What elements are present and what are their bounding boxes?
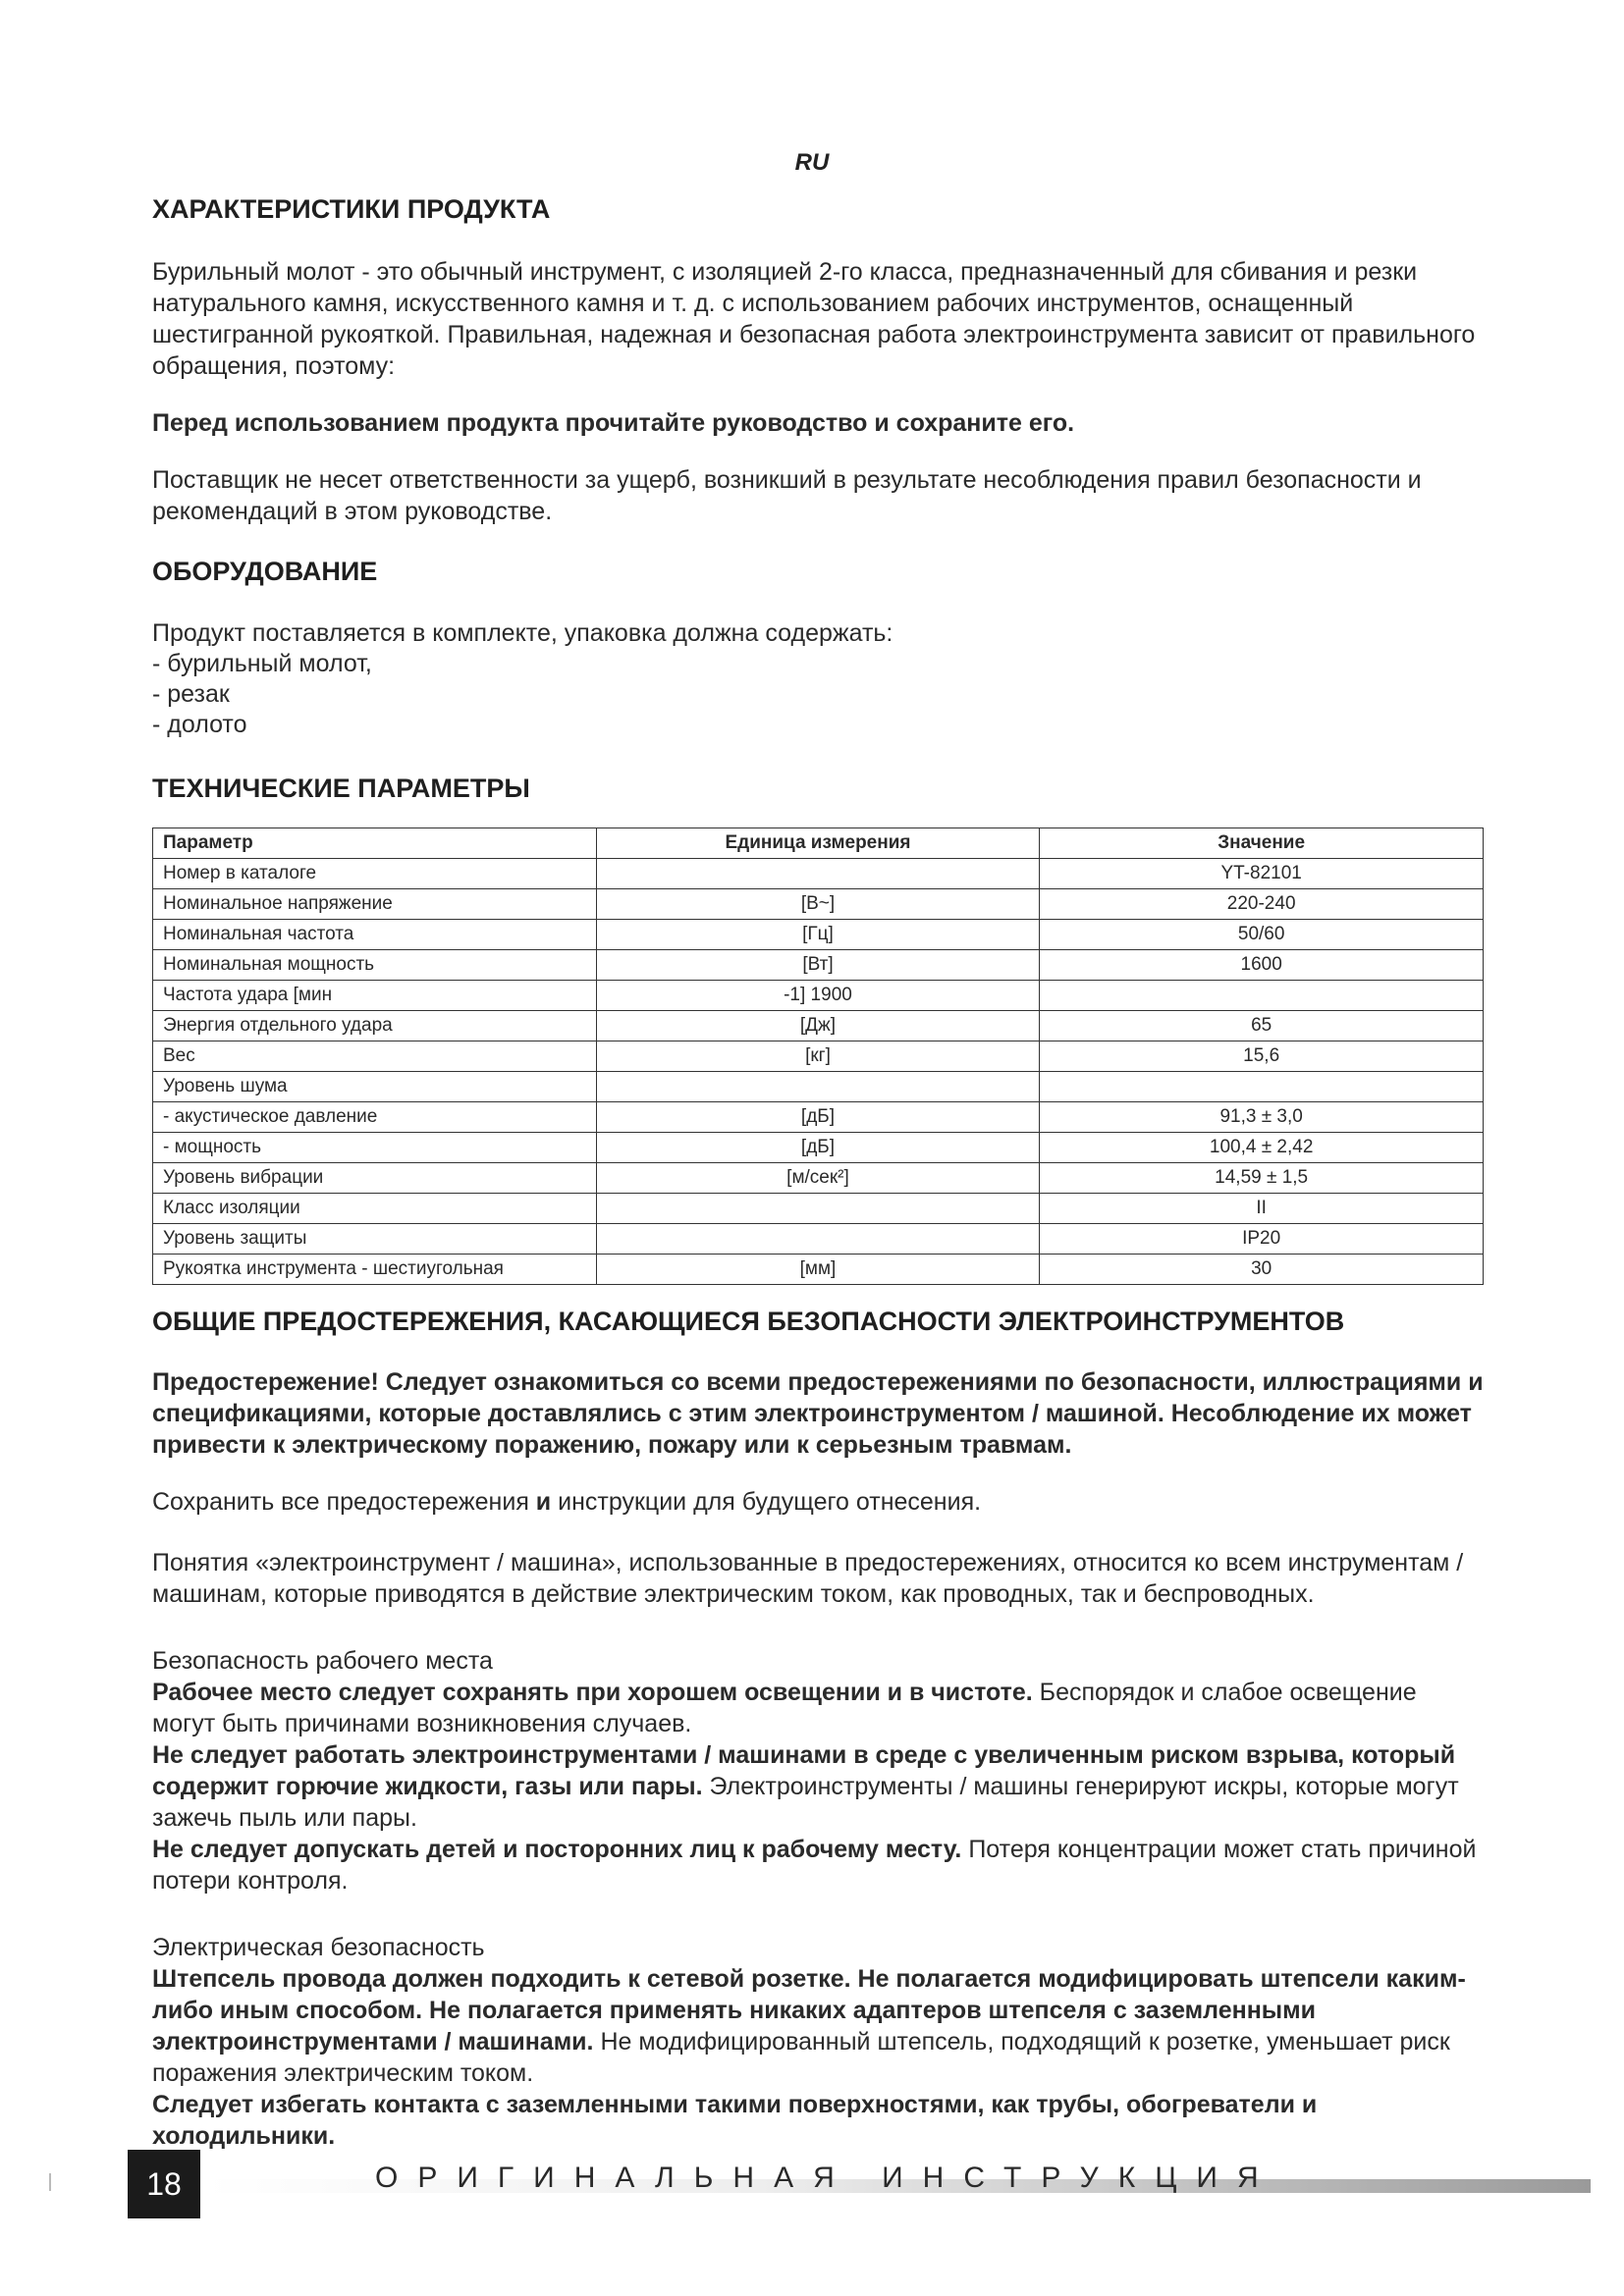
param-name-cell: Уровень защиты <box>153 1224 597 1255</box>
value-cell: YT-82101 <box>1040 859 1484 889</box>
table-body <box>153 859 1484 1285</box>
rule-bold: Не следует допускать детей и посторонних лиц к рабочему месту. <box>152 1836 962 1863</box>
table-row <box>153 950 1484 981</box>
param-name-cell: Уровень шума <box>153 1072 597 1102</box>
table-row <box>153 859 1484 889</box>
table-header-row <box>153 828 1484 859</box>
table-row <box>153 1163 1484 1194</box>
language-code: RU <box>794 149 830 176</box>
warning-paragraph: Предостережение! Следует ознакомиться со всеми предостережениями по безопасности, иллюстрациями и спецификациями, которые доставлялись с этим электроинструментом / машиной. Несоблюдение их может привести к электрическому поражению, пожару или к серьезным травмам. <box>152 1368 1484 1459</box>
unit-cell: [дБ] <box>596 1102 1040 1133</box>
param-name-cell: - акустическое давление <box>153 1102 597 1133</box>
workplace-rule-3 <box>152 1834 1484 1896</box>
subsection-title-electrical: Электрическая безопасность <box>152 1934 485 1961</box>
unit-cell: [м/сек²] <box>596 1163 1040 1194</box>
section-title-parameters: ТЕХНИЧЕСКИЕ ПАРАМЕТРЫ <box>152 774 530 803</box>
section-title-characteristics: ХАРАКТЕРИСТИКИ ПРОДУКТА <box>152 194 551 224</box>
subsection-title-workplace: Безопасность рабочего места <box>152 1647 493 1675</box>
table-row <box>153 1133 1484 1163</box>
value-cell: 65 <box>1040 1011 1484 1041</box>
param-name-cell: Энергия отдельного удара <box>153 1011 597 1041</box>
workplace-rule-2 <box>152 1739 1484 1834</box>
value-cell <box>1040 1072 1484 1102</box>
rule-text: Потеря концентрации может стать причиной потери контроля. <box>152 1836 1477 1895</box>
param-name-cell: Номинальная частота <box>153 920 597 950</box>
unit-cell: [Гц] <box>596 920 1040 950</box>
paragraph-description: Бурильный молот - это обычный инструмент, с изоляцией 2-го класса, предназначенный для сбивания и резки натурального камня, искусственного камня и т. д. с использованием рабочих инструментов, оснащенный шестигранной рукояткой. Правильная, надежная и безопасная работа электроинструмента зависит от правильного обращения, поэтому: <box>152 258 1476 380</box>
equipment-list <box>152 618 1484 740</box>
table-row <box>153 981 1484 1011</box>
table-row <box>153 1224 1484 1255</box>
param-name-cell: Рукоятка инструмента - шестиугольная <box>153 1255 597 1285</box>
unit-cell: -1] 1900 <box>596 981 1040 1011</box>
list-item: - долото <box>152 711 247 738</box>
unit-cell <box>596 1224 1040 1255</box>
unit-cell: [Вт] <box>596 950 1040 981</box>
page-number: 18 <box>128 2150 200 2218</box>
table-row <box>153 1041 1484 1072</box>
value-cell: IP20 <box>1040 1224 1484 1255</box>
list-item: - бурильный молот, <box>152 650 372 677</box>
section-title-safety: ОБЩИЕ ПРЕДОСТЕРЕЖЕНИЯ, КАСАЮЩИЕСЯ БЕЗОПАСНОСТИ ЭЛЕКТРОИНСТРУМЕНТОВ <box>152 1307 1345 1336</box>
param-name-cell: Уровень вибрации <box>153 1163 597 1194</box>
value-cell: 15,6 <box>1040 1041 1484 1072</box>
value-cell: 1600 <box>1040 950 1484 981</box>
paragraph-read-manual: Перед использованием продукта прочитайте руководство и сохраните его. <box>152 409 1075 437</box>
page-content <box>152 194 1484 2152</box>
unit-cell: [В~] <box>596 889 1040 920</box>
table-row <box>153 1102 1484 1133</box>
list-item: - резак <box>152 680 230 708</box>
save-text-c: инструкции для будущего отнесения. <box>551 1488 982 1516</box>
unit-cell: [Дж] <box>596 1011 1040 1041</box>
table-row <box>153 920 1484 950</box>
unit-cell <box>596 1194 1040 1224</box>
save-text-b: и <box>535 1488 552 1516</box>
workplace-rule-1 <box>152 1677 1484 1739</box>
rule-bold: Не следует работать электроинструментами / машинами в среде с увеличенным риском взрыва, который содержит горючие жидкости, газы или пары. <box>152 1741 1456 1800</box>
section-title-equipment: ОБОРУДОВАНИЕ <box>152 557 378 586</box>
column-header: Единица измерения <box>596 828 1040 859</box>
param-name-cell: Частота удара [мин <box>153 981 597 1011</box>
unit-cell: [мм] <box>596 1255 1040 1285</box>
concept-paragraph: Понятия «электроинструмент / машина», использованные в предостережениях, относится ко всем инструментам / машинам, которые приводятся в действие электрическим током, как проводных, так и беспроводных. <box>152 1549 1464 1608</box>
value-cell: 14,59 ± 1,5 <box>1040 1163 1484 1194</box>
table-row <box>153 1072 1484 1102</box>
param-name-cell: Вес <box>153 1041 597 1072</box>
value-cell: II <box>1040 1194 1484 1224</box>
electrical-rule-1 <box>152 1963 1484 2089</box>
table-row <box>153 889 1484 920</box>
save-text-a: Сохранить все предостережения <box>152 1488 536 1516</box>
param-name-cell: Класс изоляции <box>153 1194 597 1224</box>
unit-cell <box>596 1072 1040 1102</box>
unit-cell: [дБ] <box>596 1133 1040 1163</box>
paragraph-liability: Поставщик не несет ответственности за ущерб, возникший в результате несоблюдения правил безопасности и рекомендаций в этом руководстве. <box>152 466 1422 525</box>
column-header: Значение <box>1040 828 1484 859</box>
margin-mark <box>49 2173 51 2191</box>
unit-cell: [кг] <box>596 1041 1040 1072</box>
save-instructions-paragraph <box>152 1486 1484 1518</box>
footer-title: ОРИГИНАЛЬНАЯ ИНСТРУКЦИЯ <box>375 2162 1278 2194</box>
value-cell: 50/60 <box>1040 920 1484 950</box>
table-row <box>153 1011 1484 1041</box>
rule-text: Электроинструменты / машины генерируют искры, которые могут зажечь пыль или пары. <box>152 1773 1459 1832</box>
value-cell: 220-240 <box>1040 889 1484 920</box>
rule-text: Беспорядок и слабое освещение могут быть причинами возникновения случаев. <box>152 1679 1417 1737</box>
column-header: Параметр <box>153 828 597 859</box>
equipment-intro: Продукт поставляется в комплекте, упаковка должна содержать: <box>152 619 893 647</box>
param-name-cell: Номинальная мощность <box>153 950 597 981</box>
rule-bold: Рабочее место следует сохранять при хорошем освещении и в чистоте. <box>152 1679 1033 1706</box>
value-cell: 100,4 ± 2,42 <box>1040 1133 1484 1163</box>
param-name-cell: - мощность <box>153 1133 597 1163</box>
parameters-table <box>152 828 1484 1285</box>
value-cell <box>1040 981 1484 1011</box>
electrical-rule-2: Следует избегать контакта с заземленными такими поверхностями, как трубы, обогреватели и холодильники. <box>152 2091 1318 2150</box>
param-name-cell: Номер в каталоге <box>153 859 597 889</box>
page-footer <box>0 2150 1624 2218</box>
param-name-cell: Номинальное напряжение <box>153 889 597 920</box>
value-cell: 30 <box>1040 1255 1484 1285</box>
value-cell: 91,3 ± 3,0 <box>1040 1102 1484 1133</box>
rule-text: Не модифицированный штепсель, подходящий к розетке, уменьшает риск поражения электрическим током. <box>152 2028 1450 2087</box>
rule-bold: Штепсель провода должен подходить к сетевой розетке. Не полагается модифицировать штепсели каким-либо иным способом. Не полагается применять никаких адаптеров штепселя с заземленными электроинструментами / машинами. <box>152 1965 1466 2056</box>
table-row <box>153 1194 1484 1224</box>
table-row <box>153 1255 1484 1285</box>
unit-cell <box>596 859 1040 889</box>
